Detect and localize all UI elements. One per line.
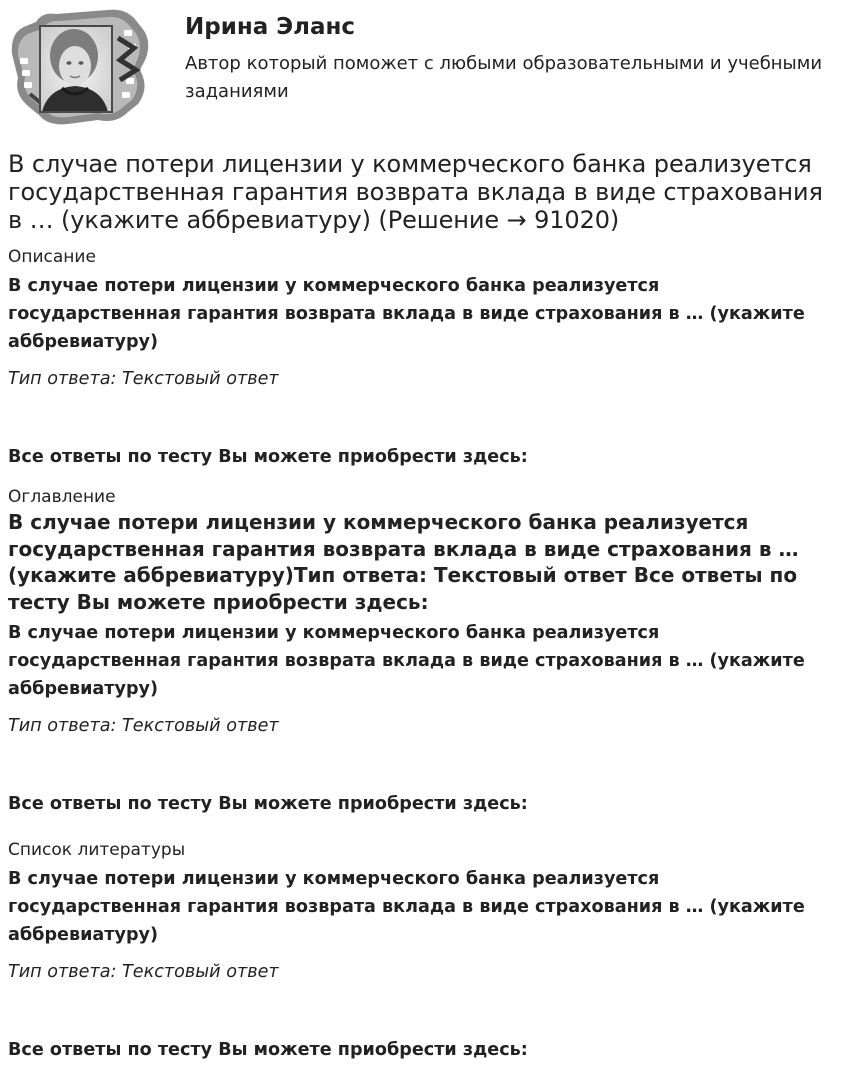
author-card (0, 0, 847, 140)
description-question: В случае потери лицензии у коммерческого банка реализуется государственная гарантия возврата вклада в виде страхования в … (укажите аббревиатуру) (8, 276, 805, 352)
author-name[interactable]: Ирина Эланс (185, 14, 356, 40)
description-buy-text: Все ответы по тесту Вы можете приобрести здесь: (8, 447, 528, 467)
page-title: В случае потери лицензии у коммерческого банка реализуется государственная гарантия возврата вклада в виде страхования в … (укажите аббревиатуру) (Решение → 91020) (8, 150, 823, 234)
description-label: Описание (8, 247, 96, 267)
contents-label: Оглавление (8, 487, 116, 507)
contents-heading: В случае потери лицензии у коммерческого банка реализуется государственная гарантия возврата вклада в виде страхования в … (укажите аббревиатуру)Тип ответа: Текстовый ответ Все ответы по тесту Вы можете приобрести здесь: (8, 510, 799, 614)
description-answer-type: Тип ответа: Текстовый ответ (8, 369, 279, 389)
literature-question: В случае потери лицензии у коммерческого банка реализуется государственная гарантия возврата вклада в виде страхования в … (укажите аббревиатуру) (8, 869, 805, 945)
contents-question: В случае потери лицензии у коммерческого банка реализуется государственная гарантия возврата вклада в виде страхования в … (укажите аббревиатуру) (8, 623, 805, 699)
description-section (8, 246, 838, 468)
literature-buy-text: Все ответы по тесту Вы можете приобрести здесь: (8, 1040, 528, 1060)
author-bio: Автор который поможет с любыми образовательными и учебными заданиями (185, 53, 823, 102)
contents-section (8, 486, 838, 815)
contents-answer-type: Тип ответа: Текстовый ответ (8, 716, 279, 736)
literature-label: Список литературы (8, 840, 186, 860)
literature-answer-type: Тип ответа: Текстовый ответ (8, 962, 279, 982)
contents-buy-text: Все ответы по тесту Вы можете приобрести здесь: (8, 794, 528, 814)
literature-section (8, 839, 838, 1061)
author-avatar (8, 8, 150, 126)
